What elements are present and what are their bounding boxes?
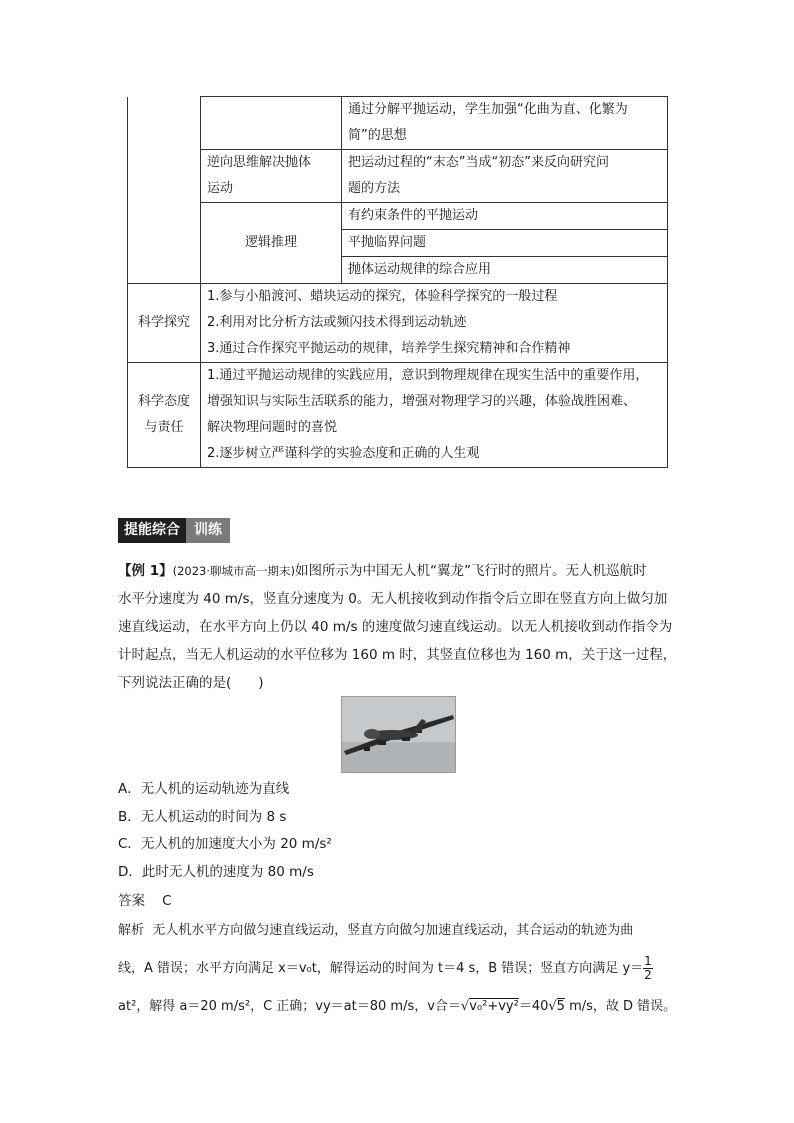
option-b: B．无人机运动的时间为 8 s xyxy=(118,808,287,825)
analysis-text: 线，A 错误；水平方向满足 x＝v₀t，解得运动的时间为 t＝4 s，B 错误；竖直方向满足 y＝ xyxy=(118,961,644,976)
reverse-thinking-label xyxy=(201,150,342,203)
sqrt-sign: √ xyxy=(460,999,470,1014)
attitude-items xyxy=(201,363,668,468)
sqrt-sign: √ xyxy=(548,999,557,1014)
option-c: C．无人机的加速度大小为 20 m/s² xyxy=(118,836,332,852)
sqrt-radicand: 5 xyxy=(556,999,565,1014)
option-a: A．无人机的运动轨迹为直线 xyxy=(118,781,290,797)
cell-line: 与责任 xyxy=(144,420,184,435)
cell-line: 1.通过平抛运动规律的实践应用，意识到物理规律在现实生活中的重要作用， xyxy=(207,368,649,383)
drone-icon xyxy=(342,697,455,772)
cell-line: 逆向思维解决抛体 xyxy=(207,155,312,170)
drone-photo xyxy=(341,696,456,773)
cell-line: 题的方法 xyxy=(348,181,401,196)
section-title: 提能综合 xyxy=(118,518,186,543)
attitude-label xyxy=(128,363,201,468)
logic-item: 有约束条件的平抛运动 xyxy=(342,203,668,230)
analysis-text: m/s，故 D 错误。 xyxy=(564,999,677,1014)
cell-line: 运动 xyxy=(207,181,234,196)
logic-item: 抛体运动规律的综合应用 xyxy=(342,257,668,284)
competency-table xyxy=(127,96,668,468)
table-empty-subcell xyxy=(201,97,342,150)
question-text: 如图所示为中国无人机“翼龙”飞行时的照片。无人机巡航时 xyxy=(295,563,647,579)
cell-line: 科学态度 xyxy=(137,394,190,409)
cell-line: 3.通过合作探究平抛运动的规律，培养学生探究精神和合作精神 xyxy=(207,341,571,356)
cell-line: 解决物理问题时的喜悦 xyxy=(207,420,338,435)
section-header xyxy=(118,518,230,543)
question-line: 水平分速度为 40 m/s，竖直分速度为 0。无人机接收到动作指令后立即在竖直方向上做匀加 xyxy=(118,591,668,607)
cell-line: 增强知识与实际生活联系的能力，增强对物理学习的兴趣，体验战胜困难、 xyxy=(207,394,637,409)
answer-label: 答案 xyxy=(118,893,145,909)
option-d: D．此时无人机的速度为 80 m/s xyxy=(118,863,314,880)
question-line: 计时起点，当无人机运动的水平位移为 160 m 时，其竖直位移也为 160 m，关于这一过程， xyxy=(118,647,677,663)
reverse-thinking-text xyxy=(342,150,668,203)
cell-line: 2.逐步树立严谨科学的实验态度和正确的人生观 xyxy=(207,446,480,461)
logic-item: 平抛临界问题 xyxy=(342,230,668,257)
question-line: 速直线运动，在水平方向上仍以 40 m/s 的速度做匀速直线运动。以无人机接收到动作指令为 xyxy=(118,619,673,635)
analysis-line xyxy=(118,988,684,1026)
example-source: (2023·聊城市高一期末) xyxy=(172,564,295,578)
example-question xyxy=(118,557,678,697)
sci-inquiry-label: 科学探究 xyxy=(128,284,201,363)
cell-line: 通过分解平抛运动，学生加强“化曲为直、化繁为 xyxy=(348,102,628,117)
question-line: 下列说法正确的是( ) xyxy=(118,675,264,691)
analysis xyxy=(118,912,684,1026)
analysis-text: 无人机水平方向做匀速直线运动，竖直方向做匀加速直线运动，其合运动的轨迹为曲 xyxy=(152,923,634,938)
logic-reasoning-label: 逻辑推理 xyxy=(201,203,342,284)
table-empty-cell xyxy=(128,97,201,284)
analysis-text: ＝40 xyxy=(518,999,549,1014)
analysis-text: at²，解得 a＝20 m/s²，C 正确；vy＝at＝80 m/s，v合＝ xyxy=(118,999,461,1014)
options-list xyxy=(118,776,332,886)
answer-value: C xyxy=(162,893,172,909)
analysis-line xyxy=(118,912,684,950)
fraction-denominator: 2 xyxy=(644,968,652,982)
question-line xyxy=(118,557,678,585)
analysis-line xyxy=(118,950,684,988)
cell-line: 2.利用对比分析方法或频闪技术得到运动轨迹 xyxy=(207,315,467,330)
sci-inquiry-items xyxy=(201,284,668,363)
answer xyxy=(118,888,172,914)
cell-line: 1.参与小船渡河、蜡块运动的探究，体验科学探究的一般过程 xyxy=(207,289,558,304)
table-cell-decompose xyxy=(342,97,668,150)
analysis-label: 解析 xyxy=(118,923,145,938)
cell-line: 把运动过程的“末态”当成“初态”来反向研究问 xyxy=(348,155,609,170)
sqrt-radicand: v₀²+vy² xyxy=(469,999,519,1014)
example-tag: 【例 1】 xyxy=(118,563,173,579)
fraction-numerator: 1 xyxy=(644,954,652,968)
section-subtitle: 训练 xyxy=(186,518,230,543)
fraction xyxy=(643,955,653,982)
cell-line: 简”的思想 xyxy=(348,128,407,143)
